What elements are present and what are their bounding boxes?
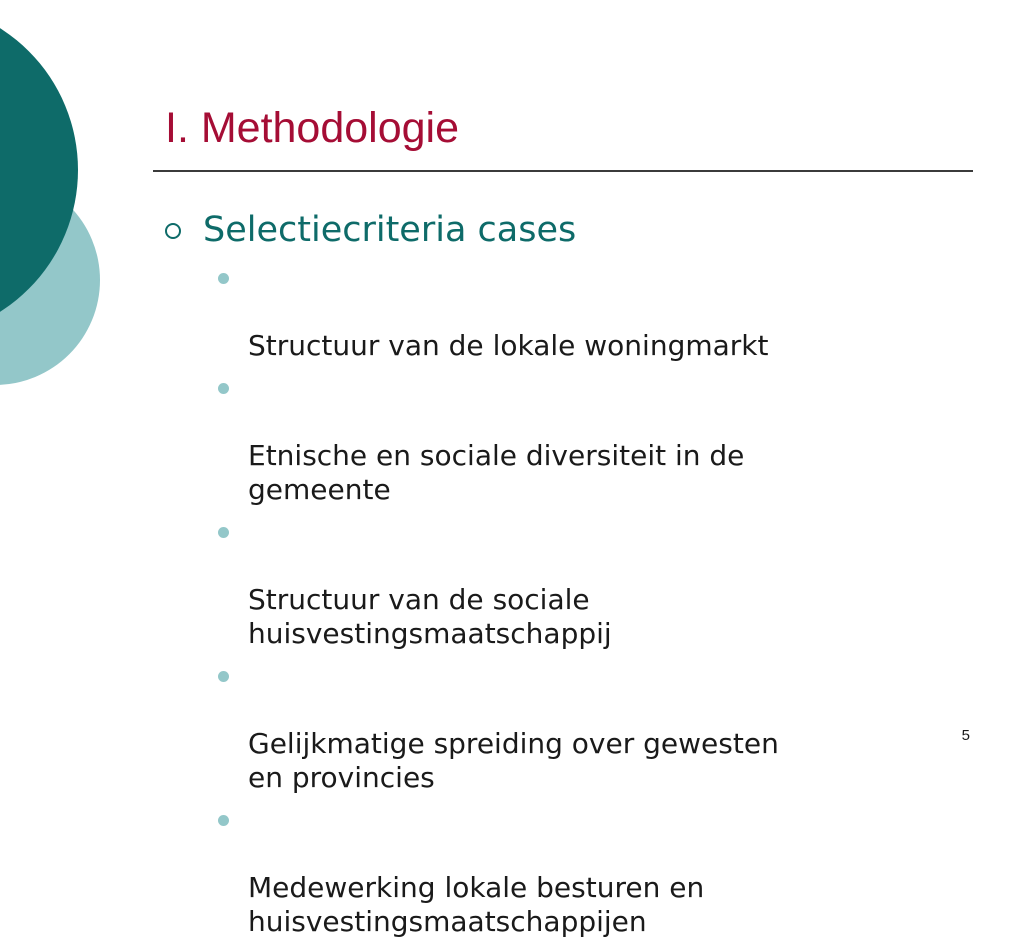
sub-bullet-list xyxy=(165,261,965,939)
sub-bullet-text: Structuur van de sociale huisvestingsmaatschappij xyxy=(248,583,612,650)
slide-content xyxy=(165,207,965,947)
hollow-circle-bullet-icon xyxy=(165,223,181,239)
title-divider xyxy=(153,170,973,172)
sub-bullet-text: Structuur van de lokale woningmarkt xyxy=(248,329,769,362)
main-bullet xyxy=(165,207,965,253)
page-number: 5 xyxy=(961,727,970,744)
dot-bullet-icon xyxy=(218,671,229,682)
sub-bullet-text: Gelijkmatige spreiding over gewesten en provincies xyxy=(248,727,779,794)
sub-bullet-text: Etnische en sociale diversiteit in de gemeente xyxy=(248,439,745,506)
main-bullet-text: Selectiecriteria cases xyxy=(203,210,577,250)
sub-bullet-item xyxy=(165,515,848,651)
dot-bullet-icon xyxy=(218,273,229,284)
sub-bullet-text: Medewerking lokale besturen en huisvestingsmaatschappijen xyxy=(248,871,705,938)
sub-bullet-item xyxy=(165,803,848,939)
decorative-circles xyxy=(0,0,110,420)
dot-bullet-icon xyxy=(218,383,229,394)
dot-bullet-icon xyxy=(218,815,229,826)
sub-bullet-item xyxy=(165,659,848,795)
sub-bullet-item xyxy=(165,371,848,507)
dot-bullet-icon xyxy=(218,527,229,538)
slide-title: I. Methodologie xyxy=(165,104,460,152)
sub-bullet-item xyxy=(165,261,848,363)
